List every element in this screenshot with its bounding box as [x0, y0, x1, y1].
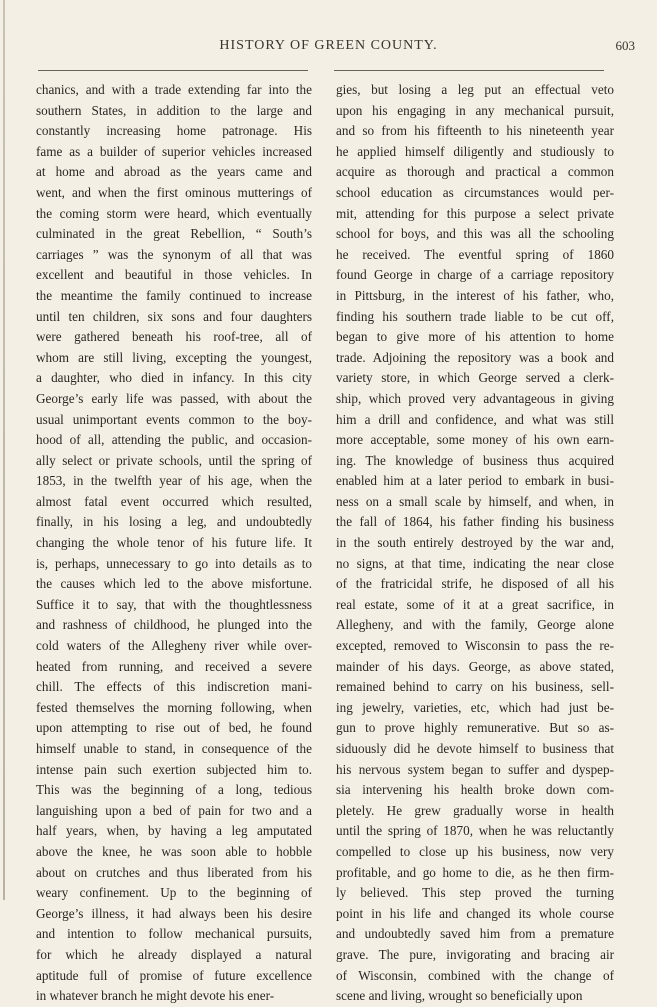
- text-line: siduously did he devote himself to business that: [336, 741, 614, 756]
- text-line: found George in charge of a carriage repository: [336, 267, 614, 283]
- header-rule-left: [38, 70, 308, 71]
- text-line: him a drill and confidence, and what was still: [336, 411, 614, 427]
- text-line: Allegheny, and with the family, George alone: [336, 617, 614, 633]
- text-line: himself unable to stand, in consequence of the: [36, 741, 312, 756]
- text-line: George’s early life was passed, with about the: [36, 390, 312, 406]
- text-line: excellent and beautiful in those vehicles. In: [36, 267, 312, 283]
- text-line: upon attempting to rise out of bed, he found: [36, 720, 312, 736]
- text-line: ly believed. This step proved the turning: [336, 885, 614, 901]
- text-line: scene and living, wrought so beneficially upon: [336, 988, 583, 1004]
- text-line: hood of all, attending the public, and occasion-: [36, 432, 312, 448]
- text-line: fame as a builder of superior vehicles increased: [36, 143, 312, 159]
- text-line: no signs, at that time, indicating the near close: [336, 555, 614, 571]
- text-line: trade. Adjoining the repository was a book and: [336, 349, 614, 365]
- text-line: cold waters of the Allegheny river while over-: [36, 638, 312, 654]
- text-line: of Wisconsin, combined with the change of: [336, 967, 614, 983]
- text-line: pletely. He grew gradually worse in health: [336, 802, 614, 818]
- text-line: above the knee, he was soon able to hobble: [36, 843, 312, 859]
- text-line: and intention to follow mechanical pursuits,: [36, 926, 312, 942]
- text-line: languishing upon a bed of pain for two and a: [36, 802, 312, 818]
- text-line: ally select or private schools, until the spring of: [36, 452, 312, 468]
- text-line: heated from running, and received a severe: [36, 658, 312, 674]
- text-line: enabled him at a later period to embark in busi-: [336, 473, 614, 489]
- text-line: point in his life and changed its whole course: [336, 905, 614, 921]
- text-line: fested themselves the morning following, when: [36, 699, 312, 715]
- text-line: until the spring of 1870, when he was reluctantly: [336, 823, 614, 839]
- text-line: were gathered beneath his roof-tree, all of: [36, 329, 312, 345]
- page-edge-shadow: [3, 0, 5, 900]
- text-line: weary confinement. Up to the beginning of: [36, 885, 312, 901]
- text-line: Suffice it to say, that with the thoughtlessness: [36, 596, 312, 612]
- text-line: upon his engaging in any mechanical pursuit,: [336, 102, 614, 118]
- text-line: culminated in the great Rebellion, “ South’s: [36, 226, 312, 242]
- text-line: until ten children, six sons and four daughters: [36, 308, 312, 324]
- text-line: in whatever branch he might devote his ener-: [36, 988, 275, 1004]
- text-line: 1853, in the twelfth year of his age, when the: [36, 473, 312, 489]
- text-line: ness on a small scale by himself, and when, in: [336, 493, 614, 509]
- text-line: and so from his fifteenth to his nineteenth year: [336, 123, 614, 139]
- text-line: mainder of his days. George, as above stated,: [336, 658, 614, 674]
- text-line: intense pain such exertion subjected him to.: [36, 761, 312, 777]
- text-line: a daughter, who died in infancy. In this city: [36, 370, 312, 386]
- text-line: at home and abroad as the years came and: [36, 164, 312, 180]
- text-column-right: [336, 80, 614, 1007]
- text-line: whom are still living, excepting the youngest,: [36, 349, 312, 365]
- text-line: ing. The knowledge of business thus acquired: [336, 452, 614, 468]
- text-line: school for boys, and this was all the schooling: [336, 226, 614, 242]
- text-line: grave. The pure, invigorating and bracing air: [336, 946, 614, 962]
- text-line: he received. The eventful spring of 1860: [336, 246, 614, 262]
- text-line: This was the beginning of a long, tedious: [36, 782, 312, 798]
- text-line: remained behind to carry on his business, sell-: [336, 679, 614, 695]
- text-column-left: [36, 80, 312, 1007]
- running-header-title: HISTORY OF GREEN COUNTY.: [219, 38, 438, 53]
- text-line: usual unimportant events common to the boy-: [36, 411, 312, 427]
- text-line: about on crutches and thus liberated from his: [36, 864, 312, 880]
- text-line: went, and when the first ominous mutterings of: [36, 184, 312, 200]
- text-line: gies, but losing a leg put an effectual veto: [336, 82, 614, 97]
- text-line: the meantime the family continued to increase: [36, 287, 312, 303]
- text-line: in Pittsburg, in the interest of his father, who,: [336, 287, 614, 303]
- text-line: excepted, removed to Wisconsin to pass the re-: [336, 638, 614, 654]
- text-line: gun to prove highly remunerative. But so as-: [336, 720, 614, 736]
- text-line: began to give more of his attention to home: [336, 329, 614, 345]
- text-line: real estate, some of it at a great sacrifice, in: [336, 596, 614, 612]
- text-line: compelled to close up his business, now very: [336, 843, 614, 859]
- text-line: profitable, and go home to die, as he then firm-: [336, 864, 614, 880]
- text-line: finally, in his losing a leg, and undoubtedly: [36, 514, 312, 530]
- text-line: George’s illness, it had always been his desire: [36, 905, 312, 921]
- header-rule-right: [334, 70, 604, 71]
- text-line: constantly increasing home patronage. His: [36, 123, 312, 139]
- text-line: changing the whole tenor of his future life. It: [36, 535, 312, 551]
- text-line: and undoubtedly saved him from a premature: [336, 926, 614, 942]
- text-line: mit, attending for this purpose a select private: [336, 205, 614, 221]
- text-line: aptitude full of promise of future excellence: [36, 967, 312, 983]
- text-line: variety store, in which George served a clerk-: [336, 370, 614, 386]
- text-line: carriages ” was the synonym of all that was: [36, 246, 312, 262]
- text-line: southern States, in addition to the large and: [36, 102, 312, 118]
- text-line: the fall of 1864, his father finding his business: [336, 514, 614, 530]
- text-line: acquire as thorough and practical a common: [336, 164, 614, 180]
- text-line: ship, which proved very advantageous in giving: [336, 390, 614, 406]
- text-line: he applied himself diligently and studiously to: [336, 143, 614, 159]
- text-line: the causes which led to the above misfortune.: [36, 576, 312, 592]
- text-line: finding his southern trade liable to be cut off,: [336, 308, 614, 324]
- text-line: chanics, and with a trade extending far into the: [36, 82, 312, 97]
- text-line: almost fatal event occurred which resulted,: [36, 493, 312, 509]
- text-line: half years, when, by having a leg amputated: [36, 823, 312, 839]
- text-line: and rashness of childhood, he plunged into the: [36, 617, 312, 633]
- text-line: of the fratricidal strife, he disposed of all his: [336, 576, 614, 592]
- text-line: his nervous system began to suffer and dyspep-: [336, 761, 614, 777]
- text-line: is, perhaps, unnecessary to go into details as to: [36, 555, 312, 571]
- text-line: chill. The effects of this indiscretion mani-: [36, 679, 312, 695]
- text-line: school education as circumstances would per-: [336, 184, 614, 200]
- text-line: ing jewelry, varieties, etc, which had just be-: [336, 699, 614, 715]
- text-line: in the south entirely destroyed by the war and,: [336, 535, 614, 551]
- text-line: the coming storm were heard, which eventually: [36, 205, 312, 221]
- text-line: for which he already displayed a natural: [36, 946, 312, 962]
- text-line: sia intervening his health broke down com-: [336, 782, 614, 798]
- page-number: 603: [615, 38, 635, 53]
- text-line: more acceptable, some money of his own earn-: [336, 432, 614, 448]
